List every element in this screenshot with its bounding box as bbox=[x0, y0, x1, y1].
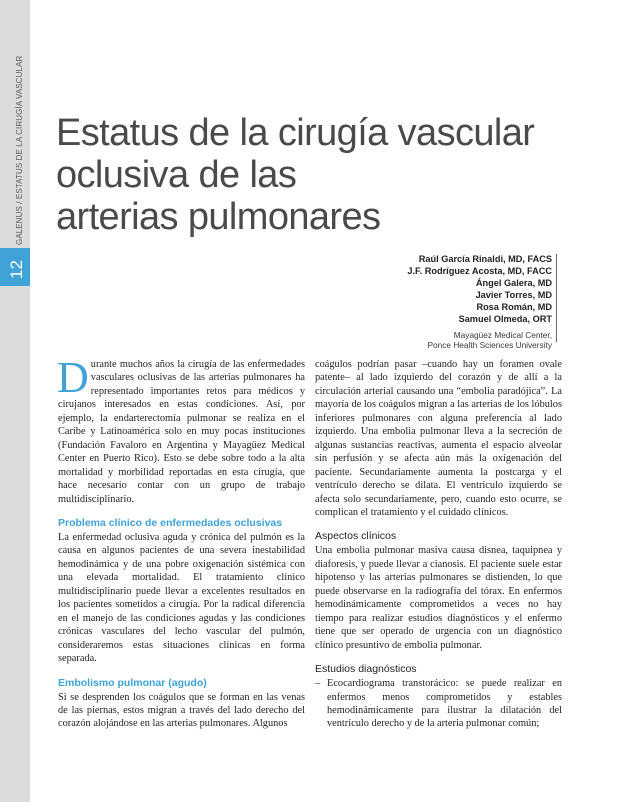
author-name: J.F. Rodríguez Acosta, MD, FACC bbox=[407, 266, 552, 276]
section-heading: Problema clínico de enfermedades oclusivas bbox=[58, 516, 283, 529]
affiliation-line: Mayagüez Medical Center, bbox=[453, 330, 552, 340]
section-paragraph: Una embolia pulmonar masiva causa disnea, taquipnea y diaforesis, y puede llevar a cianosis. El paciente suele estar hipotenso y las arterias pulmonares se distienden, lo que puede observarse en la radiografía del tórax. En enfermos hemodinámicamente comprometidos a veces no hay tiempo para realizar estudios diagnósticos y el enfermo tiene que ser operado de urgencia con un diagnóstico clínico presuntivo de embolia pulmonar. bbox=[315, 545, 562, 651]
text-column-right bbox=[315, 358, 562, 731]
intro-paragraph bbox=[57, 353, 305, 506]
section-heading: Embolismo pulmonar (agudo) bbox=[58, 676, 207, 689]
author-name: Javier Torres, MD bbox=[475, 290, 552, 300]
continued-paragraph: coágulos podrían pasar –cuando hay un foramen ovale patente– al lado izquierdo del corazón y de allí a la circulación arterial causando una “embolia paradójica”. La mayoría de los coágulos migran a las arterias de los lóbulos inferiores pulmonares con alguna preferencia al lado izquierdo. Una embolia pulmonar lleva a la secreción de algunas sustancias reactivas, aumenta el espacio alveolar sin perfusión y se afecta aún más la oxigenación del paciente. Secundariamente aumenta la postcarga y el ventrículo derecho se dilata. El ventrículo izquierdo se afecta solo secundariamente, pero, cuando esto ocurre, se complican el tratamiento y el cuidado clínicos. bbox=[315, 359, 562, 518]
list-dash: – bbox=[315, 678, 321, 690]
title-line: oclusiva de las bbox=[56, 154, 297, 196]
drop-cap: D bbox=[57, 353, 89, 402]
authors-divider bbox=[556, 254, 557, 342]
affiliation bbox=[407, 330, 552, 350]
list-item-text: Ecocardiograma transtorácico: se puede realizar en enfermos menos comprometidos y estables hemodinámicamente para ilustrar la dilatación del ventrículo derecho y de la arteria pulmonar común; bbox=[327, 678, 562, 730]
running-header: GALENUS / ESTATUS DE LA CIRUGÍA VASCULAR bbox=[15, 55, 24, 245]
page-number: 12 bbox=[7, 260, 26, 279]
author-name: Ángel Galera, MD bbox=[475, 278, 552, 288]
section-paragraph: Si se desprenden los coágulos que se forman en las venas de las piernas, estos migran a través del lado derecho del corazón alojándose en las arterias pulmonares. Algunos bbox=[58, 691, 305, 730]
list-item bbox=[315, 677, 562, 731]
author-name: Rosa Román, MD bbox=[476, 302, 552, 312]
author-name: Samuel Olmeda, ORT bbox=[458, 314, 552, 324]
section-heading: Aspectos clínicos bbox=[315, 530, 397, 543]
author-name: Raúl García Rinaldi, MD, FACS bbox=[418, 254, 552, 264]
text-column-left bbox=[57, 353, 305, 731]
affiliation-line: Ponce Health Sciences University bbox=[427, 340, 552, 350]
section-heading: Estudios diagnósticos bbox=[315, 663, 417, 676]
title-line: arterias pulmonares bbox=[56, 196, 381, 238]
title-line: Estatus de la cirugía vascular bbox=[56, 112, 535, 154]
intro-text: urante muchos años la cirugía de las enfermedades vasculares oclusivas de las arterias pulmonares ha representado importantes retos para médicos y cirujanos interesados en estas condiciones. Así, por ejemplo, la endarterectomía pulmonar se realiza en el Caribe y Latinoamérica solo en muy pocas instituciones (Fundación Favaloro en Argentina y Mayagüez Medical Center en Puerto Rico). Esto se debe sobre todo a la alta mortalidad y morbilidad reportadas en esta cirugía, que hace necesario contar con un grupo de trabajo multidisciplinario. bbox=[58, 359, 305, 505]
author-block bbox=[407, 253, 552, 350]
article-title bbox=[56, 112, 596, 238]
section-paragraph: La enfermedad oclusiva aguda y crónica del pulmón es la causa en algunos pacientes de una severa inestabilidad hemodinámica y de una pobre oxigenación sistémica con una elevada mortalidad. El tratamiento clínico multidisciplinario puede llevar a excelentes resultados en los pacientes sometidos a cirugía. Por la radical diferencia en el manejo de las condiciones agudas y las condiciones crónicas vasculares del lecho vascular del pulmón, consideraremos estas situaciones clínicas en forma separada. bbox=[58, 531, 305, 665]
